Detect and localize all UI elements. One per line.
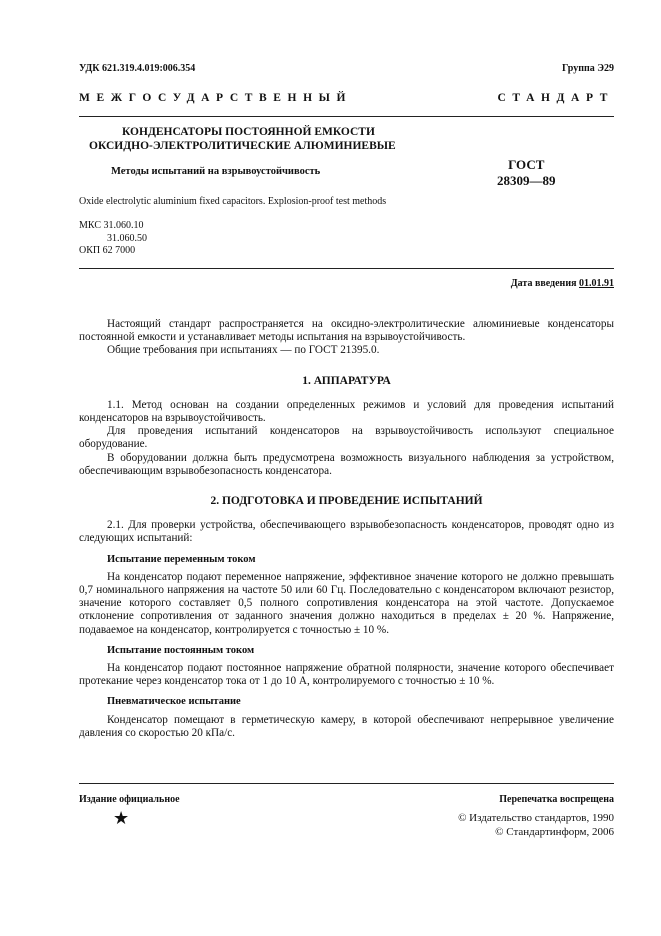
date-value: 01.01.91 bbox=[579, 278, 614, 289]
english-title: Oxide electrolytic aluminium fixed capacitors. Explosion-proof test methods bbox=[79, 196, 387, 207]
intro-paragraph-2: Общие требования при испытаниях — по ГОСТ 21395.0. bbox=[107, 344, 380, 357]
section-1-paragraph-3: В оборудовании должна быть предусмотрена возможность визуального наблюдения за устройством, обеспечивающим взрывобезопасность конденсатора. bbox=[79, 451, 614, 477]
dc-test-paragraph: На конденсатор подают постоянное напряжение обратной полярности, значение которого обеспечивает протекание через конденсатор тока от 1 до 10 А, контролируемого с точностью ± 10 %. bbox=[79, 662, 614, 688]
section-2-title: 2. ПОДГОТОВКА И ПРОВЕДЕНИЕ ИСПЫТАНИЙ bbox=[210, 495, 483, 508]
gost-number: 28309—89 bbox=[497, 173, 556, 188]
section-1-title: 1. АППАРАТУРА bbox=[302, 374, 391, 387]
copyright-1990: © Издательство стандартов, 1990 bbox=[458, 812, 614, 824]
gost-designation bbox=[497, 157, 556, 189]
title-line-1: КОНДЕНСАТОРЫ ПОСТОЯННОЙ ЕМКОСТИ bbox=[122, 126, 375, 138]
udk-code: УДК 621.319.4.019:006.354 bbox=[79, 63, 196, 74]
intro-paragraph-1: Настоящий стандарт распространяется на оксидно-электролитические алюминиевые конденсаторы постоянной емкости и устанавливает методы испытания на взрывоустойчивость. bbox=[79, 318, 614, 344]
section-2-paragraph-1: 2.1. Для проверки устройства, обеспечивающего взрывобезопасность конденсаторов, проводят одно из следующих испытаний: bbox=[79, 519, 614, 545]
title-line-2: ОКСИДНО-ЭЛЕКТРОЛИТИЧЕСКИЕ АЛЮМИНИЕВЫЕ bbox=[89, 140, 396, 152]
classification-codes bbox=[79, 220, 147, 258]
copyright-2006: © Стандартинформ, 2006 bbox=[495, 826, 614, 838]
mks-code-1: МКС 31.060.10 bbox=[79, 220, 144, 231]
okp-code: ОКП 62 7000 bbox=[79, 245, 136, 256]
reprint-prohibited: Перепечатка воспрещена bbox=[499, 794, 614, 805]
interstate-standard-banner: МЕЖГОСУДАРСТВЕННЫЙ СТАНДАРТ bbox=[79, 92, 614, 104]
official-edition: Издание официальное bbox=[79, 794, 180, 805]
document-body bbox=[79, 318, 614, 740]
group-code: Группа Э29 bbox=[562, 63, 614, 74]
subtitle: Методы испытаний на взрывоустойчивость bbox=[111, 166, 321, 177]
footer-divider bbox=[79, 783, 614, 784]
top-divider bbox=[79, 116, 614, 117]
date-label: Дата введения bbox=[510, 278, 577, 289]
ac-test-heading: Испытание переменным током bbox=[107, 553, 256, 565]
ac-test-paragraph: На конденсатор подают переменное напряжение, эффективное значение которого не должно превышать 0,7 номинального напряжения на частоте 50 или 60 Гц. Последовательно с конденсатором включают резистор, значение которого составляет 0,5 полного сопротивления конденсатора на этой частоте. Допускаемое отклонение сопротивления от заданного значения должно находиться в пределах ± 20 %. Напряжение, подаваемое на конденсатор, контролируется с точностью ± 10 %. bbox=[79, 570, 614, 636]
codes-divider bbox=[79, 268, 614, 269]
section-1-paragraph-2: Для проведения испытаний конденсаторов на взрывоустойчивость используют специальное оборудование. bbox=[79, 425, 614, 451]
dc-test-heading: Испытание постоянным током bbox=[107, 644, 255, 656]
pneumatic-test-paragraph: Конденсатор помещают в герметическую камеру, в которой обеспечивают непрерывное увеличение давления со скоростью 20 кПа/с. bbox=[79, 713, 614, 739]
gost-label: ГОСТ bbox=[508, 157, 545, 172]
star-icon: ★ bbox=[113, 808, 130, 828]
mks-code-2: 31.060.50 bbox=[107, 232, 147, 244]
introduction-date bbox=[511, 278, 614, 289]
pneumatic-test-heading: Пневматическое испытание bbox=[107, 696, 241, 708]
section-1-paragraph-1: 1.1. Метод основан на создании определенных режимов и условий для проведения испытаний конденсаторов на взрывоустойчивость. bbox=[79, 398, 614, 425]
